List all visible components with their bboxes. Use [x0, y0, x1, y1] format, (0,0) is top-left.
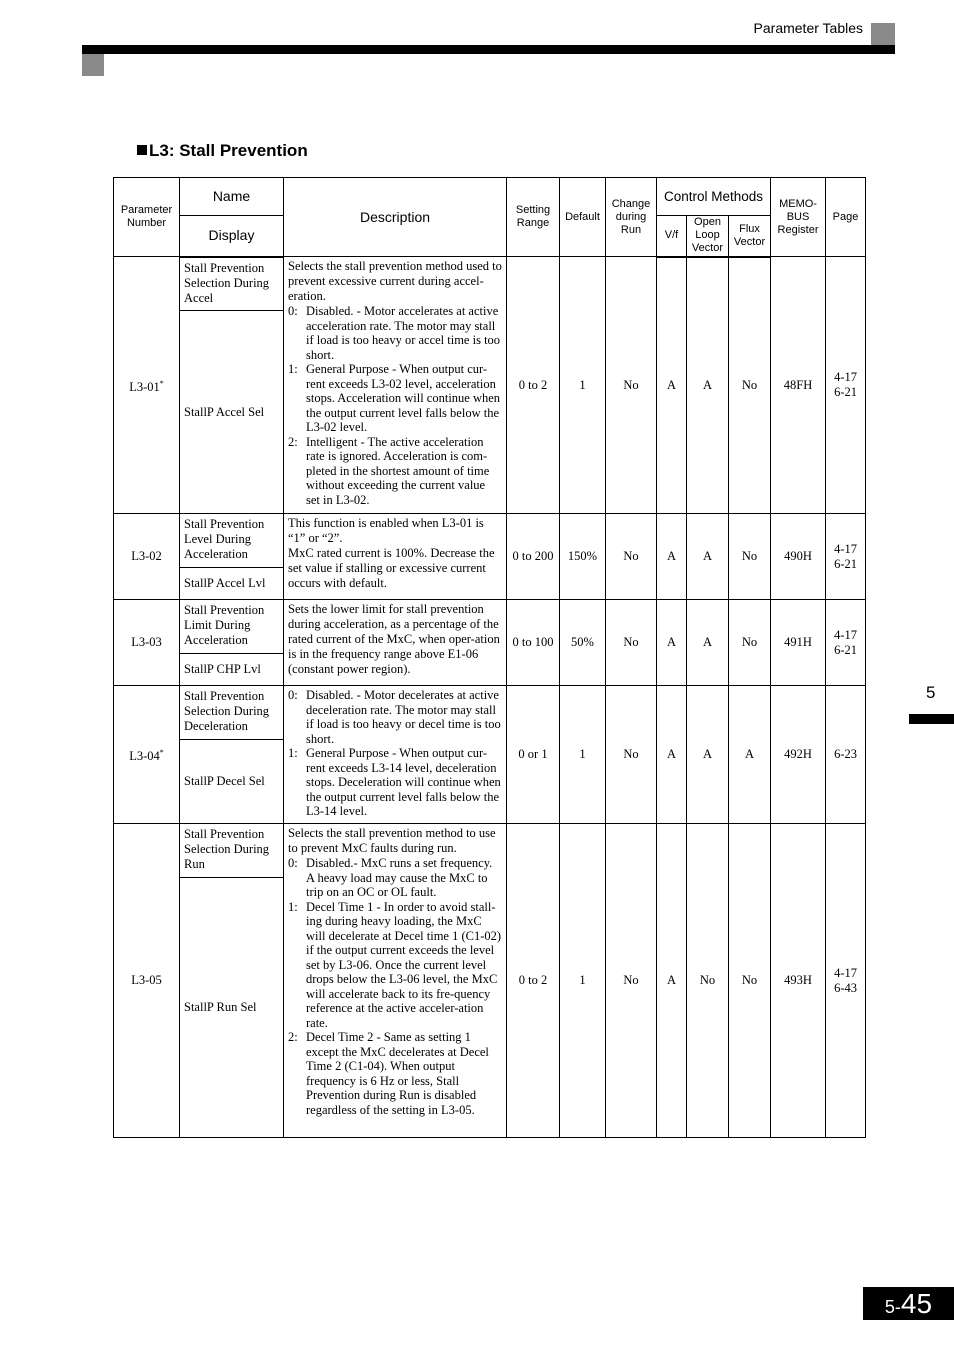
open-loop-vector-method: A	[687, 514, 729, 600]
param-description	[284, 257, 507, 514]
option-text: General Purpose - When output cur-rent exceeds L3-14 level, deceleration stops. Deceleration will continue when the output current level falls below the L3-14 level.	[306, 746, 501, 818]
vf-method: A	[657, 824, 687, 1138]
param-number: L3-05	[131, 973, 162, 987]
option-text: Intelligent - The active acceleration rate is ignored. Acceleration is com-pleted in the shortest amount of time without exceeding the current value set in L3-02.	[306, 434, 490, 507]
memobus-register: 48FH	[771, 257, 826, 514]
param-display: StallP Accel Lvl	[180, 568, 284, 600]
header-rule	[82, 45, 895, 54]
option-text: Disabled.- MxC runs a set frequency. A heavy load may cause the MxC to trip on an OC or OL fault.	[306, 856, 493, 899]
default-value: 1	[560, 686, 606, 824]
description-line: This function is enabled when L3-01 is “1” or “2”.	[288, 516, 484, 545]
param-display: StallP CHP Lvl	[180, 654, 284, 686]
header-display: Display	[180, 216, 284, 257]
option-number: 2:	[288, 434, 298, 449]
param-number: L3-04	[129, 749, 160, 763]
square-bullet-icon	[137, 145, 147, 155]
param-number: L3-03	[131, 635, 162, 649]
table-row	[114, 686, 866, 740]
option-number: 0:	[288, 856, 298, 870]
default-value: 1	[560, 257, 606, 514]
param-number-cell	[114, 514, 180, 600]
header-setting-range: Setting Range	[507, 178, 560, 257]
option-text: Decel Time 1 - In order to avoid stall-ing during heavy loading, the MxC will decelerate at Decel time 1 (C1-02) if the output current exceeds the level set by L3-06. Once the current level drops below the L3-06 level, the MxC will accelerate back to its fre-quency reference at the active acceler-ation rate.	[306, 899, 502, 1030]
vf-method: A	[657, 600, 687, 686]
param-name: Stall Prevention Selection During Accel	[180, 257, 284, 311]
option-text: Disabled. - Motor accelerates at active acceleration rate. The motor may stall if load is too heavy or accel time is too short.	[306, 304, 501, 362]
param-name: Stall Prevention Limit During Acceleration	[180, 600, 284, 654]
param-display: StallP Run Sel	[180, 878, 284, 1138]
setting-range: 0 or 1	[507, 686, 560, 824]
flux-vector-method: No	[729, 600, 771, 686]
param-number-cell	[114, 600, 180, 686]
description-option	[288, 900, 502, 1031]
param-description	[284, 514, 507, 600]
header-vf: V/f	[657, 216, 687, 257]
param-description	[284, 600, 507, 686]
page-number-main: 45	[900, 1288, 933, 1319]
change-during-run: No	[606, 600, 657, 686]
table-row	[114, 824, 866, 878]
default-value: 50%	[560, 600, 606, 686]
section-title	[137, 141, 308, 161]
description-option	[288, 1030, 502, 1117]
setting-range: 0 to 100	[507, 600, 560, 686]
running-title: Parameter Tables	[753, 20, 863, 36]
change-during-run: No	[606, 514, 657, 600]
memobus-register: 493H	[771, 824, 826, 1138]
vf-method: A	[657, 257, 687, 514]
memobus-register: 490H	[771, 514, 826, 600]
header-page: Page	[826, 178, 866, 257]
option-text: Decel Time 2 - Same as setting 1 except the MxC decelerates at Decel Time 2 (C1-04). When output frequency is 6 Hz or less, Stall Prevention during Run is disabled regardless of the setting in L3-05.	[306, 1030, 489, 1117]
memobus-register: 492H	[771, 686, 826, 824]
param-description	[284, 824, 507, 1138]
header-gray-block-right	[871, 23, 895, 45]
param-number-cell	[114, 824, 180, 1138]
flux-vector-method: No	[729, 257, 771, 514]
header-open-loop-vector: Open Loop Vector	[687, 216, 729, 257]
change-during-run: No	[606, 824, 657, 1138]
option-number: 1:	[288, 362, 298, 376]
param-name: Stall Prevention Level During Acceleration	[180, 514, 284, 568]
header-change-during-run: Change during Run	[606, 178, 657, 257]
option-number: 2:	[288, 1030, 298, 1044]
description-option	[288, 435, 502, 508]
change-during-run: No	[606, 686, 657, 824]
footnote-mark: *	[159, 378, 164, 388]
memobus-register: 491H	[771, 600, 826, 686]
option-number: 0:	[288, 304, 298, 318]
description-line: Selects the stall prevention method to use to prevent MxC faults during run.	[288, 826, 496, 855]
page-reference: 4-17 6-21	[826, 257, 866, 514]
param-number: L3-01	[129, 379, 160, 394]
header-control-methods: Control Methods	[657, 178, 771, 216]
header-param-number: Parameter Number	[114, 178, 180, 257]
param-number-cell	[114, 257, 180, 514]
change-during-run: No	[606, 257, 657, 514]
description-option	[288, 746, 502, 819]
param-description	[284, 686, 507, 824]
table-row	[114, 600, 866, 654]
param-number-cell	[114, 686, 180, 824]
default-value: 150%	[560, 514, 606, 600]
page-number	[863, 1287, 954, 1320]
description-line: MxC rated current is 100%. Decrease the set value if stalling or excessive current occurs with default.	[288, 546, 495, 590]
header-default: Default	[560, 178, 606, 257]
option-text: General Purpose - When output cur-rent exceeds L3-02 level, acceleration stops. Acceleration will continue when the output current level falls below the L3-02 level.	[306, 362, 501, 434]
header-flux-vector: Flux Vector	[729, 216, 771, 257]
description-option	[288, 856, 502, 900]
page-reference: 4-17 6-43	[826, 824, 866, 1138]
flux-vector-method: A	[729, 686, 771, 824]
default-value: 1	[560, 824, 606, 1138]
header-description: Description	[284, 178, 507, 257]
open-loop-vector-method: A	[687, 257, 729, 514]
description-line: Sets the lower limit for stall prevention during acceleration, as a percentage of the rated current of the MxC, when oper-ation is in the frequency range above E1-06 (constant power region).	[288, 602, 500, 676]
section-title-text: L3: Stall Prevention	[149, 141, 308, 160]
option-number: 0:	[288, 688, 298, 702]
flux-vector-method: No	[729, 824, 771, 1138]
chapter-tab-bar	[909, 714, 954, 724]
param-number: L3-02	[131, 549, 162, 563]
vf-method: A	[657, 514, 687, 600]
description-option	[288, 304, 502, 362]
description-option	[288, 688, 502, 746]
header-memobus-register: MEMO-BUS Register	[771, 178, 826, 257]
table-row	[114, 257, 866, 311]
vf-method: A	[657, 686, 687, 824]
setting-range: 0 to 200	[507, 514, 560, 600]
option-number: 1:	[288, 746, 298, 760]
chapter-tab-number: 5	[926, 683, 936, 702]
description-line: Selects the stall prevention method used to prevent excessive current during accel-eration.	[288, 259, 502, 303]
open-loop-vector-method: A	[687, 686, 729, 824]
page-number-prefix: 5-	[884, 1297, 901, 1317]
footnote-mark: *	[159, 748, 164, 757]
param-name: Stall Prevention Selection During Run	[180, 824, 284, 878]
param-name: Stall Prevention Selection During Deceleration	[180, 686, 284, 740]
page-reference: 4-17 6-21	[826, 514, 866, 600]
header-name: Name	[180, 178, 284, 216]
setting-range: 0 to 2	[507, 824, 560, 1138]
page-reference: 6-23	[826, 686, 866, 824]
option-number: 1:	[288, 899, 298, 914]
param-display: StallP Accel Sel	[180, 311, 284, 514]
parameter-table	[113, 177, 866, 1138]
setting-range: 0 to 2	[507, 257, 560, 514]
description-option	[288, 362, 502, 435]
option-text: Disabled. - Motor decelerates at active deceleration rate. The motor may stall if load is too heavy or decel time is too short.	[306, 688, 501, 746]
param-display: StallP Decel Sel	[180, 740, 284, 824]
table-row	[114, 514, 866, 568]
page-reference: 4-17 6-21	[826, 600, 866, 686]
flux-vector-method: No	[729, 514, 771, 600]
header-gray-block-left	[82, 54, 104, 76]
open-loop-vector-method: A	[687, 600, 729, 686]
open-loop-vector-method: No	[687, 824, 729, 1138]
